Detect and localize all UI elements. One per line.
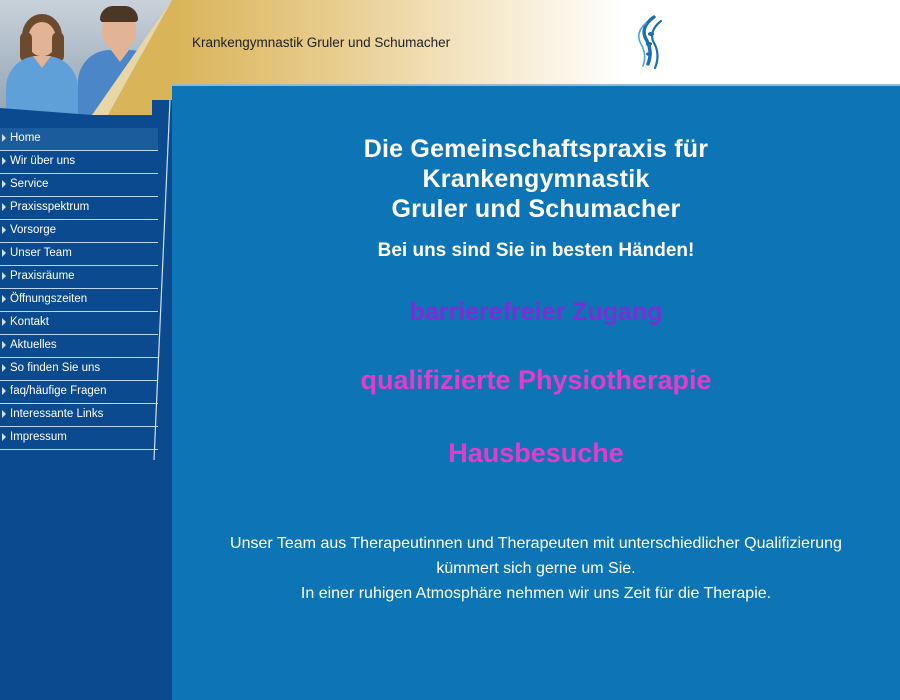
sidebar-item-interessante-links[interactable]	[0, 404, 158, 427]
site-title: Krankengymnastik Gruler und Schumacher	[192, 35, 451, 50]
sidebar-item-faq[interactable]	[0, 381, 158, 404]
sidebar-item-home[interactable]	[0, 128, 158, 151]
site-header	[172, 0, 900, 86]
sidebar-item-label: Unser Team	[10, 247, 72, 259]
bullet-arrow-icon	[2, 134, 6, 142]
sidebar-item-kontakt[interactable]	[0, 312, 158, 335]
sidebar-item-aktuelles[interactable]	[0, 335, 158, 358]
sidebar-item-impressum[interactable]	[0, 427, 158, 450]
sidebar-item-vorsorge[interactable]	[0, 220, 158, 243]
bullet-arrow-icon	[2, 433, 6, 441]
sidebar-item-oeffnungszeiten[interactable]	[0, 289, 158, 312]
sidebar-item-unser-team[interactable]	[0, 243, 158, 266]
sidebar-item-label: Praxisräume	[10, 270, 75, 282]
main-content	[172, 86, 900, 700]
bullet-arrow-icon	[2, 272, 6, 280]
bullet-arrow-icon	[2, 203, 6, 211]
page-title-line2: Krankengymnastik	[422, 165, 650, 193]
sidebar-item-so-finden-sie-uns[interactable]	[0, 358, 158, 381]
sidebar-item-label: Aktuelles	[10, 339, 57, 351]
page-title	[172, 86, 900, 224]
bullet-arrow-icon	[2, 249, 6, 257]
sidebar-item-label: Praxisspektrum	[10, 201, 90, 213]
bullet-arrow-icon	[2, 387, 6, 395]
keyword-barrierefreier-zugang: barrierefreier Zugang	[409, 298, 663, 326]
bullet-arrow-icon	[2, 410, 6, 418]
sidebar-item-wir-ueber-uns[interactable]	[0, 151, 158, 174]
sidebar-item-service[interactable]	[0, 174, 158, 197]
bullet-arrow-icon	[2, 341, 6, 349]
sidebar-item-label: So finden Sie uns	[10, 362, 101, 374]
sidebar-item-label: Wir über uns	[10, 155, 76, 167]
sidebar-item-label: Vorsorge	[10, 224, 57, 236]
sidebar-item-label: Home	[10, 132, 41, 144]
bullet-arrow-icon	[2, 226, 6, 234]
spine-logo-icon	[624, 14, 678, 72]
bullet-arrow-icon	[2, 180, 6, 188]
sidebar-item-praxisspektrum[interactable]	[0, 197, 158, 220]
sidebar-item-label: Service	[10, 178, 49, 190]
page-title-line3: Gruler und Schumacher	[391, 195, 681, 223]
sidebar-item-label: faq/häufige Fragen	[10, 385, 107, 397]
bullet-arrow-icon	[2, 318, 6, 326]
bullet-arrow-icon	[2, 364, 6, 372]
keyword-qualifizierte-physiotherapie: qualifizierte Physiotherapie	[360, 365, 712, 395]
sidebar-item-label: Interessante Links	[10, 408, 104, 420]
bullet-arrow-icon	[2, 295, 6, 303]
keyword-hausbesuche: Hausbesuche	[448, 438, 624, 468]
sidebar-nav[interactable]	[0, 128, 158, 450]
photo-diagonal-wedge	[0, 0, 172, 115]
sidebar	[0, 0, 172, 700]
intro-paragraph: Unser Team aus Therapeutinnen und Therapeuten mit unterschiedlicher Qualifizierung kümmert sich gerne um Sie. In einer ruhigen Atmosphäre nehmen wir uns Zeit für die Therapie.	[230, 535, 842, 602]
page-title-line1: Die Gemeinschaftspraxis für	[363, 135, 709, 163]
sidebar-item-praxisraeume[interactable]	[0, 266, 158, 289]
page-subtitle: Bei uns sind Sie in besten Händen!	[377, 240, 695, 261]
bullet-arrow-icon	[2, 157, 6, 165]
sidebar-item-label: Kontakt	[10, 316, 49, 328]
sidebar-item-label: Öffnungszeiten	[10, 293, 88, 305]
team-photo	[0, 0, 172, 115]
sidebar-item-label: Impressum	[10, 431, 67, 443]
